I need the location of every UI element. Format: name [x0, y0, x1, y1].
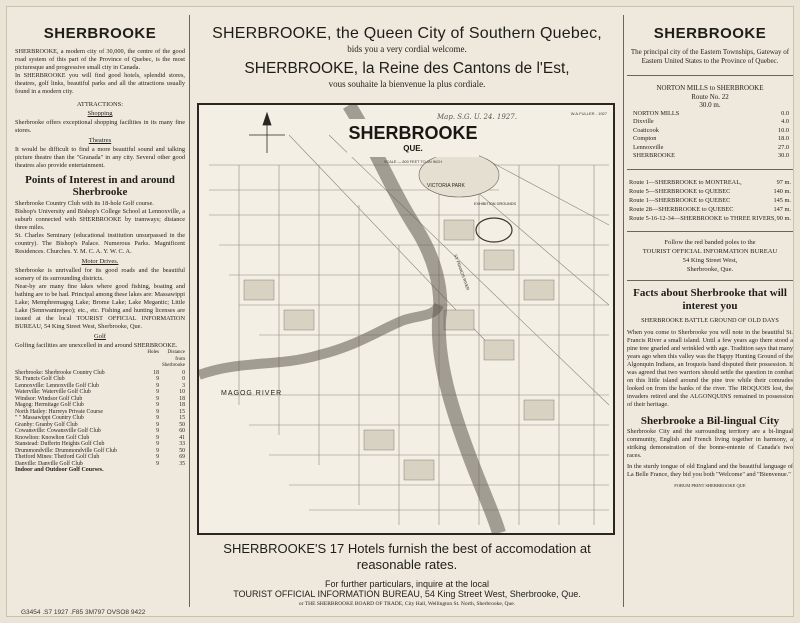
poi-2: Bishop's University and Bishop's College School at Lennoxville, a suburb connected with SHERBROOKE by tramways; distance three miles.	[15, 208, 185, 231]
golf-footer: Indoor and Outdoor Golf Courses.	[15, 467, 104, 473]
golf-holes: 9	[156, 460, 159, 467]
poi-3: St. Charles Seminary (educational institution unsurpassed in the country). The Bishop's Palace. Numerous Parks. Magnificent Residences. Churches. Y. M. C. A. Y. W. C. A.	[15, 232, 185, 255]
golf-dist: 15	[179, 415, 185, 421]
route-rows	[627, 110, 793, 162]
city-map	[197, 103, 615, 535]
golf-dist: 33	[179, 441, 185, 447]
golf-name: Windsor: Windsor Golf Club	[15, 395, 83, 402]
golf-dist: 18	[179, 402, 185, 408]
golf-dist: 35	[179, 460, 185, 467]
golf-dist: 60	[179, 428, 185, 434]
golf-table	[15, 350, 185, 467]
golf-holes: 9	[156, 441, 159, 447]
theatres-heading: Theatres	[88, 137, 112, 144]
divider-left	[189, 15, 190, 607]
golf-dist: 41	[179, 434, 185, 441]
map-drawing	[199, 105, 613, 533]
handwritten-note: Map. S.G. U. 24. 1927.	[437, 113, 517, 121]
map-label-exhibition: EXHIBITION GROUNDS	[474, 202, 516, 206]
route-line-distance: 140 m.	[773, 188, 791, 196]
route-stop: Coaticook	[633, 126, 659, 134]
right-intro: The principal city of the Eastern Townships, Gateway of Eastern United States to the Province of Quebec.	[630, 48, 790, 65]
route-line-name: Route 28—SHERBROOKE to QUEBEC	[629, 206, 734, 214]
right-title: SHERBROOKE	[653, 25, 767, 42]
facts-heading: Facts about Sherbrooke that will interest you	[633, 287, 787, 313]
golf-dist: 69	[179, 454, 185, 460]
battle-text: When you come to Sherbrooke you will note in the beautiful St. Francis River a small island. Until a few years ago there stood a pine tree gnarled and wrinkled with age. Tradition says that many years ago when this valley was the Happy Hunting Ground of the Algonquin Indians, an Iroquois band disputed their possession. It was agreed that two warriors should settle the question in combat on this little island around the pine tree while their comrades looked on from the banks of the river. The IROQUOIS lost, the invaders retired and the ALGONQUINS remained in possession of their heritage.	[627, 329, 793, 409]
route-row	[627, 152, 793, 161]
battle-heading: SHERBROOKE BATTLE GROUND OF OLD DAYS	[641, 317, 779, 325]
golf-name: Sherbrooke: Sherbrooke Country Club	[15, 369, 105, 376]
golf-dist: 0	[182, 369, 185, 376]
golf-dist: 3	[182, 382, 185, 389]
attractions-heading: ATTRACTIONS:	[76, 101, 124, 108]
map-title: SHERBROOKE	[348, 123, 478, 143]
inquire-line-1: For further particulars, inquire at the local	[324, 579, 490, 589]
left-title: SHERBROOKE	[43, 25, 157, 42]
left-intro: SHERBROOKE, a modern city of 30,000, the centre of the good road system of this part of the Province of Quebec, is the most picturesque and progressive small city in Canada.	[15, 48, 185, 71]
poi-heading: Points of Interest in and around Sherbrooke	[25, 174, 175, 198]
bilingual-text-1: Sherbrooke City and the surrounding territory are a bi-lingual community, English and French living together in harmony, a striking demonstration of the bonne-entente of Canada's two races.	[627, 428, 793, 460]
shopping-heading: Shopping	[87, 110, 113, 117]
route-line-distance: 90 m.	[776, 215, 791, 223]
route-line-name: Route 1—SHERBROOKE to QUEBEC	[629, 197, 731, 205]
route-distance: 0.0	[781, 109, 789, 117]
golf-heading: Golf	[94, 333, 106, 340]
title-french: SHERBROOKE, la Reine des Cantons de l'Est,	[244, 60, 570, 77]
route-row	[627, 135, 793, 144]
catalog-number: G3454 .S7 1927 .F85 3M797 OVSO8 9422	[21, 609, 146, 616]
route-line-distance: 145 m.	[773, 197, 791, 205]
left-column	[15, 17, 185, 605]
golf-name: Knowlton: Knowlton Golf Club	[15, 434, 90, 441]
golf-dist: 15	[179, 408, 185, 415]
golf-holes: 9	[156, 395, 159, 402]
golf-holes: 9	[156, 408, 159, 415]
info-line-2: TOURIST OFFICIAL INFORMATION BUREAU	[642, 248, 778, 256]
center-column	[193, 17, 621, 617]
info-line-4: Sherbrooke, Que.	[686, 266, 734, 274]
other-routes	[627, 170, 793, 223]
shopping-text: Sherbrooke offers exceptional shopping facilities in its many fine stores.	[15, 119, 185, 134]
route-heading: NORTON MILLS to SHERBROOKE	[656, 84, 764, 92]
map-label-st-francis: ST. FRANCIS RIVER	[453, 253, 471, 291]
route-stop: NORTON MILLS	[633, 109, 680, 117]
route-total: 30.0 m.	[699, 101, 721, 109]
route-stop: Lennoxville	[633, 143, 664, 151]
route-distance: 30.0	[777, 152, 789, 160]
motor-heading: Motor Drives.	[81, 258, 119, 265]
route-distance: 18.0	[777, 135, 789, 143]
golf-dist: 18	[179, 395, 185, 402]
left-intro2: In SHERBROOKE you will find good hotels, splendid stores, theatres, golf links, beautiful parks and all the attractions usually found in a modern city.	[15, 72, 185, 95]
inquire-block	[193, 579, 621, 599]
golf-name: Lennoxville: Lennoxville Golf Club	[15, 382, 99, 389]
golf-holes: 9	[156, 382, 159, 389]
golf-name: Drummondville: Drummondville Golf Club	[15, 447, 117, 454]
golf-holes: 9	[156, 447, 159, 454]
golf-holes: 9	[156, 389, 159, 395]
golf-name: Waterville: Waterville Golf Club	[15, 389, 91, 395]
route-line	[629, 214, 791, 223]
golf-name: Stanstead: Dufferin Heights Golf Club	[15, 441, 105, 447]
golf-holes: 9	[156, 434, 159, 441]
info-line-1: Follow the red banded poles to the	[664, 239, 756, 247]
golf-name: " " Massawippi Country Club	[15, 415, 84, 421]
route-line-name: Route 5—SHERBROOKE to QUEBEC	[629, 188, 731, 196]
subtitle-english: bids you a very cordial welcome.	[347, 44, 467, 54]
route-stop: SHERBROOKE	[633, 152, 675, 160]
brochure-sheet	[6, 6, 794, 617]
route-line-name: Route 5-16-12-34—SHERBROOKE to THREE RIVERS,	[629, 215, 776, 223]
golf-dist: 50	[179, 447, 185, 454]
bilingual-text-2: In the sturdy tongue of old England and the beautiful language of La Belle France, they bid you both "Welcome" and "Bienvenue."	[627, 463, 793, 479]
route-row	[627, 118, 793, 127]
map-scale: SCALE — 800 FEET TO AN INCH	[383, 160, 443, 164]
right-column	[627, 17, 793, 613]
golf-dist: 50	[179, 421, 185, 428]
golf-name: Magog: Hermitage Golf Club	[15, 402, 84, 408]
divider-right	[623, 15, 624, 607]
golf-name: North Hatley: Hurreys Private Course	[15, 408, 103, 415]
route-stop: Dixville	[633, 118, 654, 126]
route-stop: Compton	[633, 135, 657, 143]
route-subheading: Route No. 22	[691, 92, 729, 101]
map-credit: W.A.FULLER - 1927	[570, 111, 607, 116]
golf-name: St. Francis Golf Club	[15, 376, 65, 382]
info-line-3: 54 King Street West,	[682, 257, 738, 265]
golf-holes: 9	[156, 402, 159, 408]
route-line	[629, 205, 791, 214]
route-line-name: Route 1—SHERBROOKE to MONTREAL,	[629, 179, 742, 187]
route-line-distance: 97 m.	[776, 179, 791, 187]
golf-name: Thetford Mines: Thetford Golf Club	[15, 454, 100, 460]
route-row	[627, 127, 793, 136]
route-line	[629, 196, 791, 205]
golf-holes: 9	[156, 428, 159, 434]
golf-name: Cowansville: Cowansville Golf Club	[15, 428, 101, 434]
title-english: SHERBROOKE, the Queen City of Southern Quebec,	[212, 25, 602, 42]
poi-1: Sherbrooke Country Club with its 18-hole Golf course.	[15, 200, 154, 207]
golf-col-distance: Distance from Sherbrooke	[161, 350, 185, 368]
route-row	[627, 110, 793, 119]
golf-col-holes: Holes	[147, 350, 159, 355]
golf-holes: 9	[156, 454, 159, 460]
map-label-victoria-park: VICTORIA PARK	[427, 183, 465, 189]
route-22-box	[627, 75, 793, 170]
motor-2: Near-by are many fine lakes where good fishing, boating and bathing are to be had. Principal among these lakes are: Massawippi Lake; Memphremagog Lake; Brome Lake; Lake Megantic; Little Lake (Sennwaninepeo); etc., etc. Fishing and hunting licenses are issued at the local TOURIST OFFICIAL INFORMATION BUREAU, 54 King Street West, Sherbrooke, Que.	[15, 283, 185, 330]
info-bureau-box	[627, 231, 793, 281]
motor-1: Sherbrooke is unrivalled for its good roads and the beautiful scenery of its surrounding districts.	[15, 267, 185, 282]
theatres-text: It would be difficult to find a more beautiful sound and talking picture theatre than the "Granada" in any city. Several other good theatres also provide entertainment.	[15, 146, 185, 169]
route-distance: 10.0	[777, 126, 789, 134]
bilingual-heading: Sherbrooke a Bil-lingual City	[640, 415, 780, 428]
golf-holes: 9	[156, 415, 159, 421]
golf-name: Granby: Granby Golf Club	[15, 421, 78, 428]
golf-name: Danville: Danville Golf Club	[15, 460, 83, 467]
board-of-trade-line: or THE SHERBROOKE BOARD OF TRADE, City Hall, Wellington St. North, Sherbrooke, Que.	[298, 601, 516, 607]
hotels-line: SHERBROOKE'S 17 Hotels furnish the best of accomodation at reasonable rates.	[223, 541, 591, 572]
route-distance: 4.0	[781, 118, 789, 126]
golf-holes: 18	[153, 369, 159, 376]
golf-holes: 9	[156, 421, 159, 428]
route-distance: 27.0	[777, 143, 789, 151]
route-row	[627, 144, 793, 153]
inquire-line-2: TOURIST OFFICIAL INFORMATION BUREAU, 54 King Street West, Sherbrooke, Que.	[233, 589, 581, 599]
printer-credit: FORUM PRINT SHERBROOKE QUE	[674, 483, 746, 489]
map-subtitle: QUE.	[403, 144, 423, 153]
golf-dist: 10	[179, 389, 185, 395]
route-line-distance: 147 m.	[773, 206, 791, 214]
route-line	[629, 178, 791, 187]
golf-dist: 0	[182, 376, 185, 382]
map-label-magog-river: MAGOG RIVER	[221, 390, 283, 397]
golf-holes: 9	[156, 376, 159, 382]
route-line	[629, 187, 791, 196]
golf-intro: Golfing facilities are unexcelled in and around SHERBROOKE.	[15, 342, 178, 349]
subtitle-french: vous souhaite la bienvenue la plus cordiale.	[328, 79, 486, 89]
